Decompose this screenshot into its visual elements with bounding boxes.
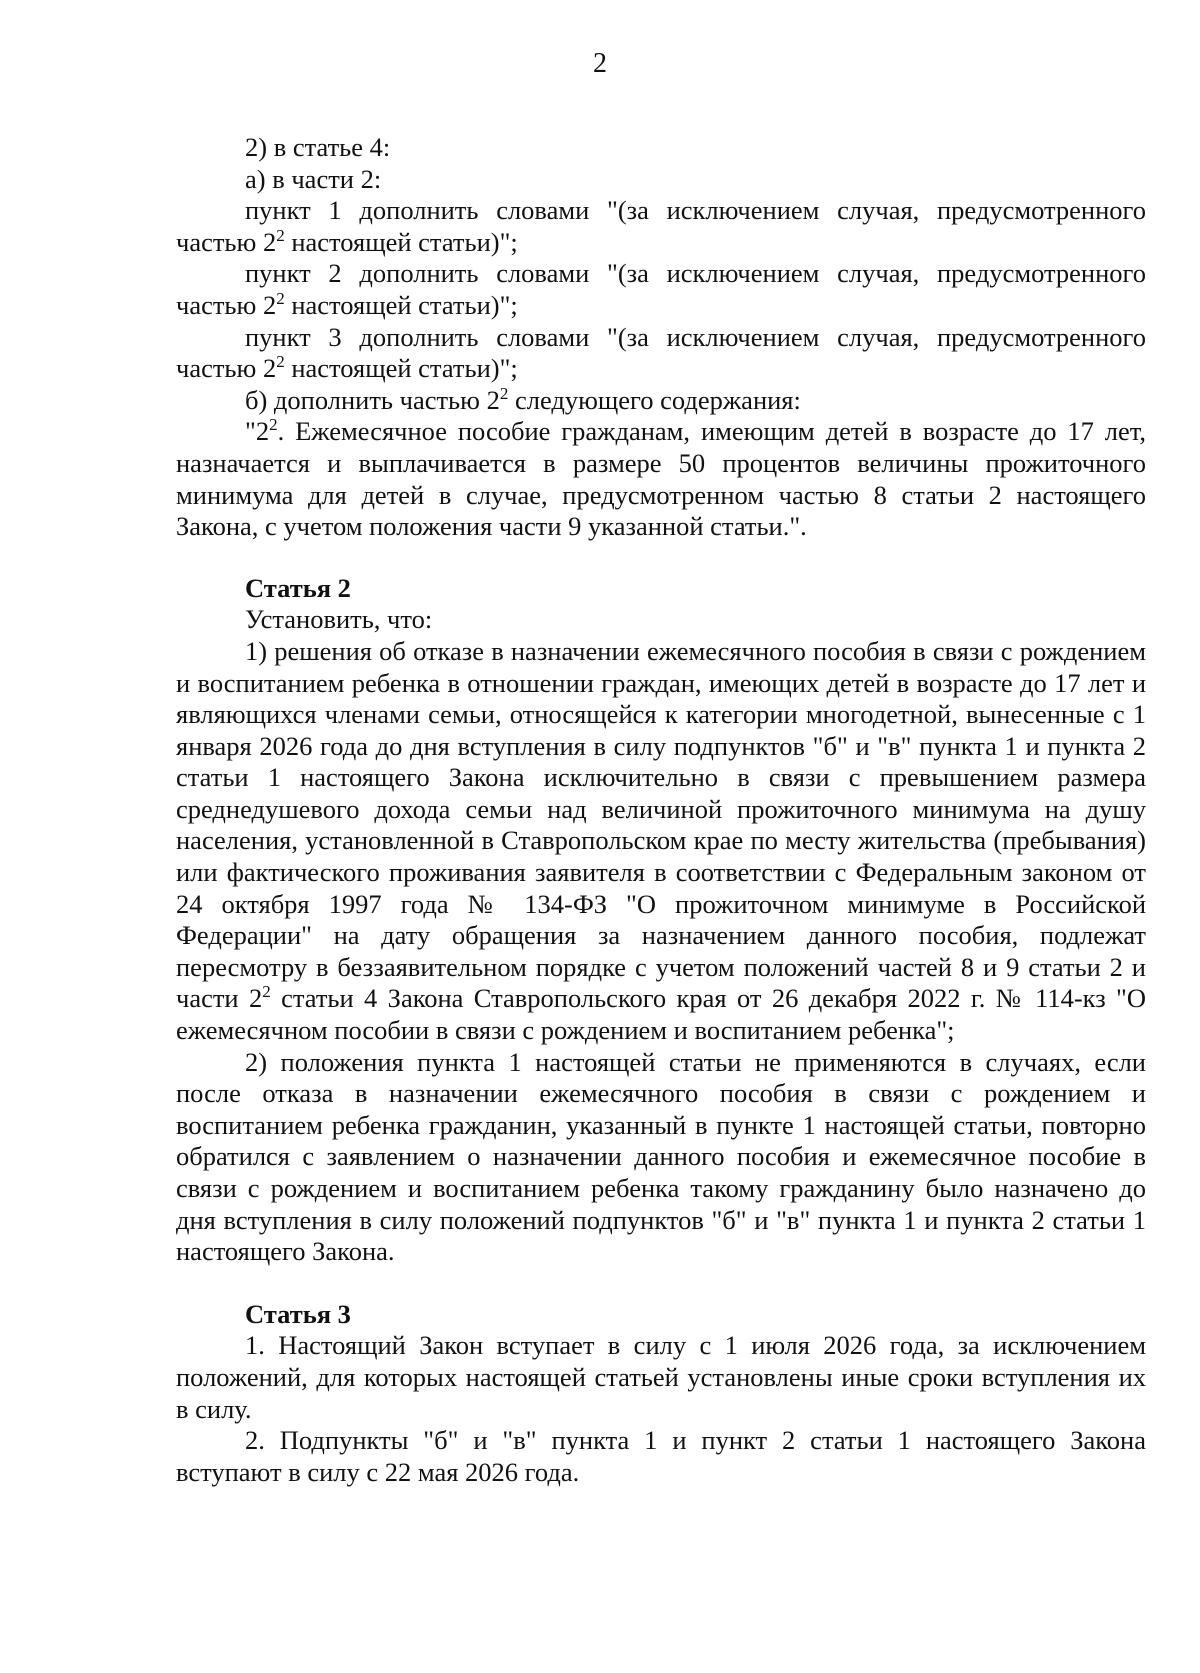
article-3-item-1: 1. Настоящий Закон вступает в силу с 1 июля 2026 года, за исключением положений, для которых настоящей статьей установлены иные сроки вступления их в силу. [176, 1330, 1146, 1424]
paragraph-new-part-text: "$2^2$. Ежемесячное пособие гражданам, имеющим детей в возрасте до 17 лет, назначается и выплачивается в размере 50 процентов величины прожиточного минимума для детей в случае, предусмотренном частью 8 статьи 2 настоящего Закона, с учетом положения части 9 указанной статьи.". [176, 415, 1146, 542]
paragraph-point2: пункт 2 дополнить словами "(за исключением случая, предусмотренного частью $2^2$ настоящей статьи)"; [176, 258, 1146, 320]
article-2-item-1: 1) решения об отказе в назначении ежемесячного пособия в связи с рождением и воспитанием ребенка в отношении граждан, имеющих детей в возрасте до 17 лет и являющихся членами семьи, относящейся к категории многодетной, вынесенные с 1 января 2026 года до дня вступления в силу подпунктов "б" и "в" пункта 1 и пункта 2 статьи 1 настоящего Закона исключительно в связи с превышением размера среднедушевого дохода семьи над величиной прожиточного минимума на душу населения, установленной в Ставропольском крае по месту жительства (пребывания) или фактического проживания заявителя в соответствии с Федеральным законом от 24 октября 1997 года № 134-ФЗ "О прожиточном минимуме в Российской Федерации" на дату обращения за назначением данного пособия, подлежат пересмотру в беззаявительном порядке с учетом положений частей 8 и 9 статьи 2 и части $2^2$ статьи 4 Закона Ставропольского края от 26 декабря 2022 г. № 114-кз "О ежемесячном пособии в связи с рождением и воспитанием ребенка"; [176, 635, 1146, 1046]
document-body [176, 132, 1146, 1488]
paragraph-article4-amendment: 2) в статье 4: [245, 132, 391, 162]
article-3-item-2: 2. Подпункты "б" и "в" пункта 1 и пункт 2 статьи 1 настоящего Закона вступают в силу с 22 мая 2026 года. [176, 1425, 1146, 1487]
paragraph-part2: а) в части 2: [245, 163, 382, 194]
article-3-heading: Статья 3 [245, 1298, 351, 1329]
article-2-item-2: 2) положения пункта 1 настоящей статьи не применяются в случаях, если после отказа в назначении ежемесячного пособия в связи с рождением и воспитанием ребенка гражданин, указанный в пункте 1 настоящей статьи, повторно обратился с заявлением о назначении данного пособия и ежемесячное пособие в связи с рождением и воспитанием ребенка такому гражданину было назначено до дня вступления в силу положений подпунктов "б" и "в" пункта 1 и пункта 2 статьи 1 настоящего Закона. [176, 1046, 1146, 1267]
page-number: 2 [593, 48, 607, 79]
paragraph-point1: пункт 1 дополнить словами "(за исключением случая, предусмотренного частью $2^2$ настоящей статьи)"; [176, 195, 1146, 257]
article-2-intro: Установить, что: [245, 604, 433, 635]
paragraph-point3: пункт 3 дополнить словами "(за исключением случая, предусмотренного частью $2^2$ настоящей статьи)"; [176, 321, 1146, 384]
article-2-heading: Статья 2 [245, 572, 351, 603]
paragraph-add-part: б) дополнить частью $2^2$ следующего содержания: [245, 383, 801, 415]
